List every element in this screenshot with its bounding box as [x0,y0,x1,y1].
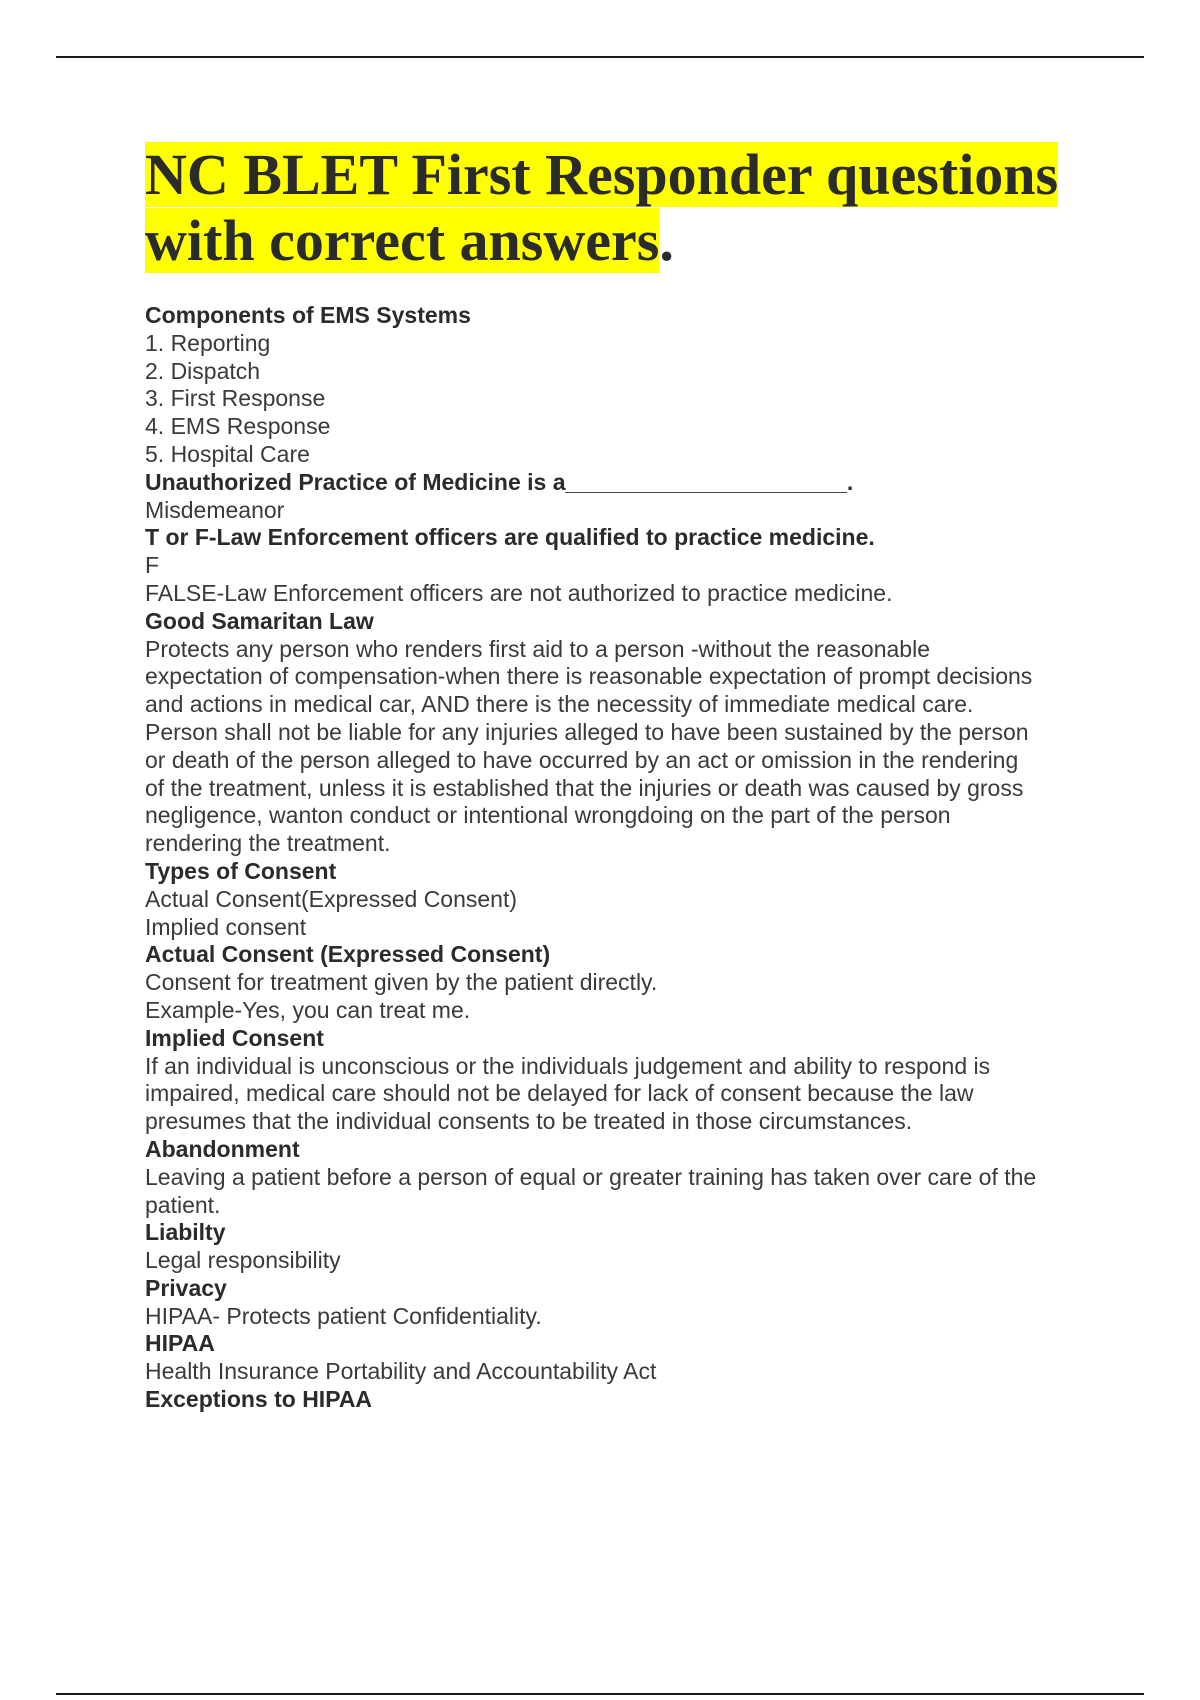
answer-line: Health Insurance Portability and Accountability Act [145,1358,657,1385]
answer-line: Actual Consent(Expressed Consent) [145,885,518,912]
answer-line: or death of the person alleged to have occurred by an act or omission in the rendering [145,746,1019,773]
question-heading: Liabilty [145,1219,226,1246]
question-heading: Abandonment [145,1135,300,1162]
answer-line: If an individual is unconscious or the individuals judgement and ability to respond is [145,1052,991,1079]
document-title [145,142,1095,274]
answer-line: Protects any person who renders first aid to a person -without the reasonable [145,635,930,662]
qa-list [145,302,1095,1414]
document-body [145,142,1095,1414]
answer-line: presumes that the individual consents to be treated in those circumstances. [145,1108,913,1135]
question-heading: Components of EMS Systems [145,302,471,328]
answer-line: expectation of compensation-when there is reasonable expectation of prompt decisions [145,663,1033,690]
answer-line: negligence, wanton conduct or intentional wrongdoing on the part of the person [145,802,951,829]
question-heading: HIPAA [145,1330,215,1357]
answer-line: 4. EMS Response [145,413,331,440]
question-heading: Privacy [145,1274,227,1301]
answer-line: impaired, medical care should not be delayed for lack of consent because the law [145,1080,974,1107]
question-heading: Types of Consent [145,857,337,884]
answer-line: 2. Dispatch [145,357,261,384]
title-period: . [659,208,674,273]
question-heading: Implied Consent [145,1024,324,1051]
question-heading: Unauthorized Practice of Medicine is a______________________. [145,468,854,495]
answer-line: Implied consent [145,913,307,940]
answer-line: 5. Hospital Care [145,440,310,467]
answer-line: and actions in medical car, AND there is the necessity of immediate medical care. [145,691,974,718]
question-heading: Exceptions to HIPAA [145,1386,373,1413]
title-line-2: with correct answers [145,208,660,273]
bottom-rule [56,1693,1144,1695]
answer-line: HIPAA- Protects patient Confidentiality. [145,1302,542,1329]
answer-line: rendering the treatment. [145,830,391,857]
question-heading: Good Samaritan Law [145,607,374,634]
answer-line: Consent for treatment given by the patient directly. [145,969,658,996]
answer-line: Legal responsibility [145,1247,341,1274]
answer-line: F [145,552,160,579]
answer-line: Example-Yes, you can treat me. [145,996,471,1023]
answer-line: Misdemeanor [145,496,285,523]
answer-line: 1. Reporting [145,329,271,356]
answer-line: Person shall not be liable for any injuries alleged to have been sustained by the person [145,718,1029,745]
answer-line: of the treatment, unless it is established that the injuries or death was caused by gross [145,774,1024,801]
answer-line: Leaving a patient before a person of equal or greater training has taken over care of the [145,1163,1037,1190]
question-heading: Actual Consent (Expressed Consent) [145,941,551,968]
answer-line: FALSE-Law Enforcement officers are not authorized to practice medicine. [145,579,893,606]
answer-line: patient. [145,1191,221,1218]
question-heading: T or F-Law Enforcement officers are qualified to practice medicine. [145,524,875,551]
top-rule [56,56,1144,58]
title-line-1: NC BLET First Responder questions [145,142,1059,207]
answer-line: 3. First Response [145,385,326,412]
